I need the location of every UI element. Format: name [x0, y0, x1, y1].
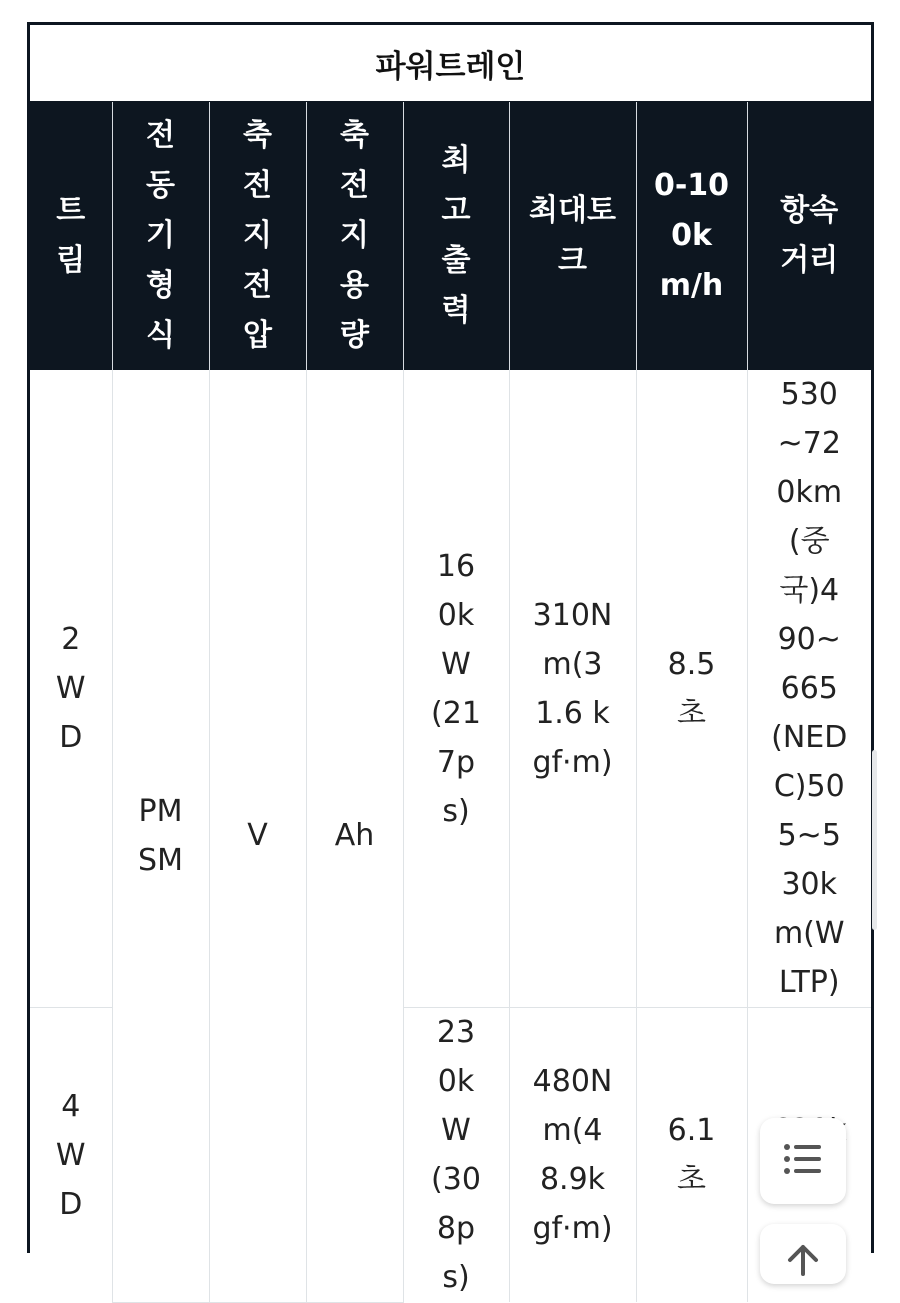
scrollbar[interactable] [872, 750, 877, 930]
cell-max-torque: 310Nm(31.6 kgf·m) [509, 370, 636, 1008]
header-motor-type: 전동기형식 [112, 102, 209, 370]
powertrain-table [30, 102, 871, 1303]
cell-motor-type: PMSM [112, 370, 209, 1302]
list-icon [783, 1142, 823, 1180]
cell-battery-voltage: V [209, 370, 306, 1302]
table-header-row [30, 102, 871, 370]
cell-battery-capacity: Ah [306, 370, 403, 1302]
cell-trim: 4WD [30, 1008, 112, 1303]
header-acceleration: 0-100km/h [636, 102, 747, 370]
header-max-torque: 최대토크 [509, 102, 636, 370]
table-title: 파워트레인 [30, 25, 871, 102]
table-row [30, 370, 871, 1008]
cell-max-power: 230kW(308ps) [403, 1008, 509, 1303]
arrow-up-icon [785, 1244, 821, 1278]
header-range: 항속거리 [747, 102, 871, 370]
cell-max-torque: 480Nm(48.9kgf·m) [509, 1008, 636, 1303]
scroll-to-top-button[interactable] [760, 1224, 846, 1284]
header-max-power: 최고출력 [403, 102, 509, 370]
header-trim: 트림 [30, 102, 112, 370]
table-of-contents-button[interactable] [760, 1118, 846, 1204]
cell-max-power: 160kW(217ps) [403, 370, 509, 1008]
cell-range: 530~720km(중국)490~665(NEDC)505~530km(WLTP) [747, 370, 871, 1008]
cell-acceleration: 8.5초 [636, 370, 747, 1008]
header-battery-voltage: 축전지전압 [209, 102, 306, 370]
header-battery-capacity: 축전지용량 [306, 102, 403, 370]
cell-trim: 2WD [30, 370, 112, 1008]
powertrain-table-container [27, 22, 874, 1295]
cell-acceleration: 6.1초 [636, 1008, 747, 1303]
